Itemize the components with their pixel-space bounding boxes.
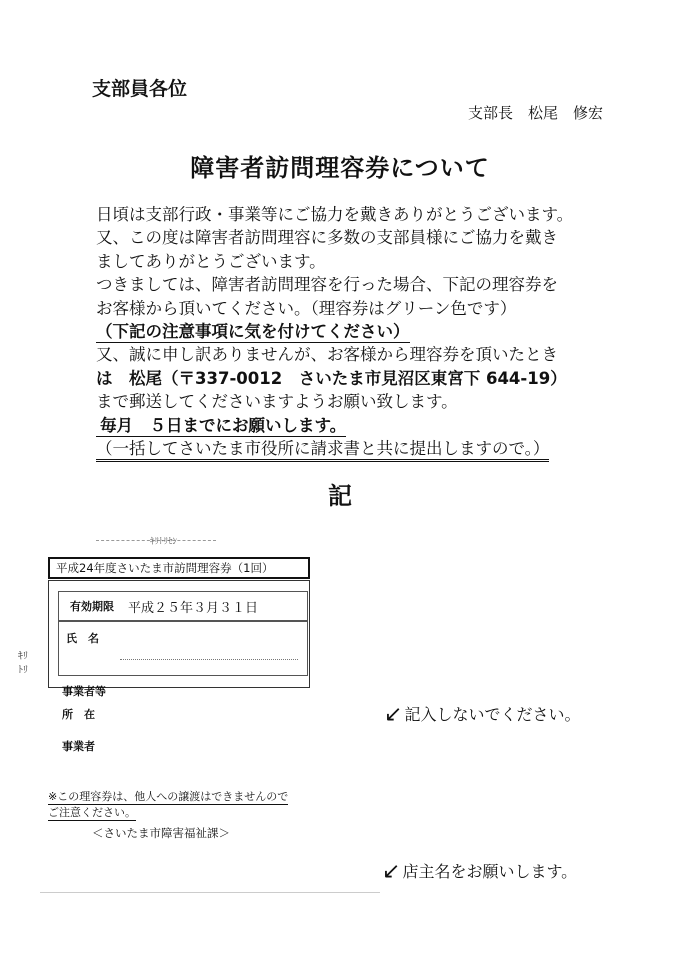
name-label: 氏 名 bbox=[66, 632, 99, 645]
left-arrow-icon: ↙ bbox=[384, 702, 403, 727]
paragraph-request-line1: つきましては、障害者訪問理容を行った場合、下記の理容券を bbox=[96, 275, 558, 295]
paragraph-mail-line2: は 松尾（〒337-0012 さいたま市見沼区東宮下 644-19） bbox=[96, 368, 567, 388]
paragraph-mail-line3: まで郵送してくださいますようお願い致します。 bbox=[96, 392, 458, 412]
address-label: 所 在 bbox=[62, 708, 95, 721]
edge-mark: ｷﾘﾄﾘ bbox=[18, 651, 28, 676]
handwritten-note-text: 店主名をお願いします。 bbox=[402, 862, 578, 881]
transfer-note-line1: ※この理容券は、他人への譲渡はできませんので bbox=[48, 790, 289, 803]
caution-heading: （下記の注意事項に気を付けてください） bbox=[96, 322, 410, 342]
addressee: 支部員各位 bbox=[92, 78, 188, 100]
business-label: 事業者等 bbox=[62, 685, 106, 698]
document-title: 障害者訪問理容券について bbox=[190, 154, 490, 182]
left-arrow-icon: ↙ bbox=[382, 859, 401, 884]
deadline-note: 毎月 ５日までにお願いします。 bbox=[96, 415, 346, 437]
ki-heading: 記 bbox=[328, 482, 352, 510]
validity-label: 有効期限 bbox=[70, 600, 114, 613]
validity-value: 平成２５年３月３１日 bbox=[128, 601, 259, 616]
bottom-rule bbox=[40, 892, 380, 893]
paragraph-thanks-line1: 又、この度は障害者訪問理容に多数の支部員様にご協力を戴き bbox=[96, 228, 558, 248]
sender-name: 支部長 松尾 修宏 bbox=[468, 104, 604, 122]
issuer-department: ＜さいたま市障害福祉課＞ bbox=[92, 826, 230, 840]
paragraph-thanks-line2: ましてありがとうございます。 bbox=[96, 251, 326, 271]
paragraph-mail-line1: 又、誠に申し訳ありませんが、お客様から理容券を頂いたとき bbox=[96, 345, 558, 365]
transfer-note-line2: ご注意ください。 bbox=[48, 806, 136, 819]
handwritten-note-do-not-fill bbox=[384, 702, 580, 725]
cut-line-label: ｷﾘﾄﾘｾﾝ bbox=[150, 537, 178, 547]
ticket-heading: 平成24年度さいたま市訪問理容券（1回） bbox=[48, 557, 310, 579]
handwritten-note-owner-name bbox=[382, 859, 577, 882]
paragraph-greeting: 日頃は支部行政・事業等にご協力を戴きありがとうございます。 bbox=[96, 205, 574, 224]
handwritten-note-text: 記入しないでください。 bbox=[404, 705, 581, 724]
submission-note: （一括してさいたま市役所に請求書と共に提出しますので。） bbox=[96, 438, 549, 462]
owner-label: 事業者 bbox=[62, 740, 95, 753]
name-entry-line bbox=[120, 659, 298, 660]
body-text bbox=[96, 203, 626, 462]
paragraph-request-line2: お客様から頂いてください。（理容券はグリーン色です） bbox=[96, 298, 517, 318]
